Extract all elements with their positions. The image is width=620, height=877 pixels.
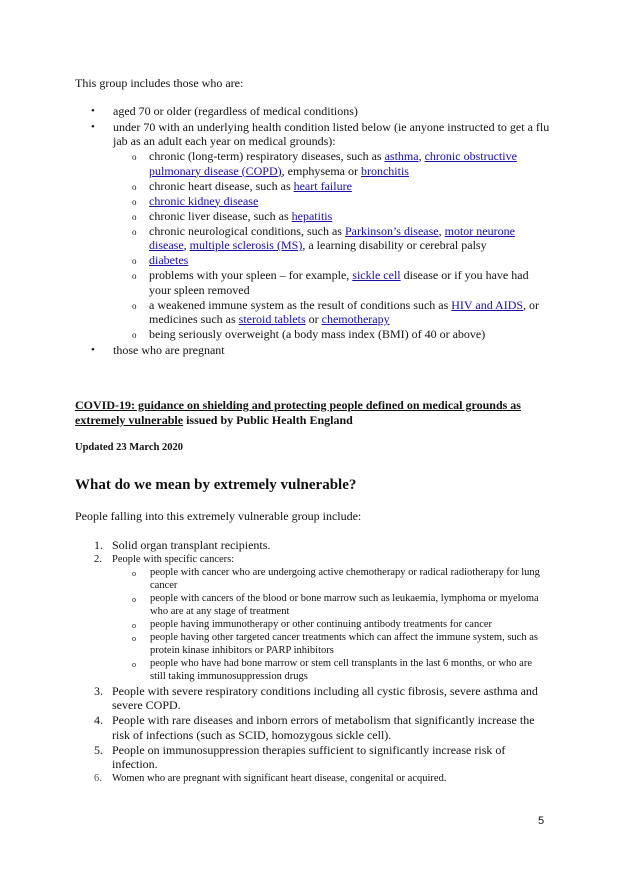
ms-link[interactable]: multiple sclerosis (MS) xyxy=(189,238,303,252)
kidney-disease-link[interactable]: chronic kidney disease xyxy=(149,193,259,208)
list-item: • those who are pregnant xyxy=(75,343,550,358)
lead-text: People falling into this extremely vulnerable group include: xyxy=(75,509,362,523)
list-item: 3. People with severe respiratory conditions including all cystic fibrosis, severe asthma and severe COPD. xyxy=(94,683,538,712)
list-item: 4. People with rare diseases and inborn errors of metabolism that significantly increase the risk of infections (such as SCID, homozygous sickle cell). xyxy=(94,713,535,742)
chemotherapy-link[interactable]: chemotherapy xyxy=(321,312,390,326)
list-item: o people having immunotherapy or other continuing antibody treatments for cancer xyxy=(112,618,550,631)
list-item xyxy=(113,194,550,209)
eligibility-list xyxy=(75,104,550,358)
list-item: o being seriously overweight (a body mass index (BMI) of 40 or above) xyxy=(113,327,550,342)
heart-failure-link[interactable]: heart failure xyxy=(293,178,352,193)
bronchitis-link[interactable]: bronchitis xyxy=(360,163,409,178)
intro-text: This group includes those who are: xyxy=(75,76,244,90)
condition-sublist xyxy=(113,149,550,342)
section-title: What do we mean by extremely vulnerable? xyxy=(75,477,357,493)
list-item: • aged 70 or older (regardless of medical conditions) xyxy=(75,104,550,119)
list-item: o people with cancers of the blood or bone marrow such as leukaemia, lymphoma or myeloma who are at any stage of treatment xyxy=(112,592,550,618)
list-item xyxy=(113,253,550,268)
list-item: o chronic heart disease, such as heart failure xyxy=(113,179,550,194)
list-item: 6. Women who are pregnant with significant heart disease, congenital or acquired. xyxy=(94,773,447,784)
hiv-aids-link[interactable]: HIV and AIDS xyxy=(451,297,524,312)
list-item: o a weakened immune system as the result of conditions such as HIV and AIDS, or medicines such as steroid tablets or chemotherapy xyxy=(113,298,550,327)
list-item: o people with cancer who are undergoing active chemotherapy or radical radiotherapy for lung cancer xyxy=(112,566,550,592)
list-item: o chronic neurological conditions, such as Parkinson’s disease, motor neurone disease, multiple sclerosis (MS), a learning disability or cerebral palsy xyxy=(113,224,550,253)
page-number: 5 xyxy=(538,815,545,827)
diabetes-link[interactable]: diabetes xyxy=(149,253,189,267)
hepatitis-link[interactable]: hepatitis xyxy=(291,208,333,223)
list-item: • under 70 with an underlying health condition listed below (ie anyone instructed to get a flu jab as an adult each year on medical grounds): o chronic (long-term) respiratory diseases, such as asthma, chronic obstructive pulmonary disease (COPD), emphysema or bronchitis o chronic heart disease, such as heart failure o chronic kidney disease o chronic liver disease, such as hepatitis o chronic neurological conditions, such as Parkinson’s disease, motor neurone disease, multiple sclerosis (MS), a learning disability or cerebral palsy o diabetes o problems with your spleen – for example, sickle cell disease or if you have had your spleen removed o a weakened immune system as the result of conditions such as HIV and AIDS, or medicines such as steroid tablets or chemotherapy o being seriously overweight (a body mass index (BMI) of 40 or above) xyxy=(75,120,550,342)
list-item: o people having other targeted cancer treatments which can affect the immune system, such as protein kinase inhibitors or PARP inhibitors xyxy=(112,631,550,657)
list-item: o chronic (long-term) respiratory diseases, such as asthma, chronic obstructive pulmonary disease (COPD), emphysema or bronchitis xyxy=(113,149,550,178)
list-item: 2. People with specific cancers: o people with cancer who are undergoing active chemotherapy or radical radiotherapy for lung cancer o people with cancers of the blood or bone marrow such as leukaemia, lymphoma or myeloma who are at any stage of treatment o people having immunotherapy or other continuing antibody treatments for cancer o people having other targeted cancer treatments which can affect the immune system, such as protein kinase inhibitors or PARP inhibitors o people who have had bone marrow or stem cell transplants in the last 6 months, or who are still taking immunosuppression drugs xyxy=(75,553,550,683)
list-item: 5. People on immunosuppression therapies sufficient to significantly increase risk of infection. xyxy=(94,742,506,771)
copd-link[interactable]: chronic obstructive pulmonary disease (COPD) xyxy=(149,149,517,178)
list-item: o people who have had bone marrow or stem cell transplants in the last 6 months, or who are still taking immunosuppression drugs xyxy=(112,657,550,683)
motor-neurone-link[interactable]: motor neurone disease xyxy=(149,223,515,252)
guidance-heading: COVID-19: guidance on shielding and protecting people defined on medical grounds as extremely vulnerable issued by Public Health England xyxy=(75,398,521,427)
list-item: o problems with your spleen – for example, sickle cell disease or if you have had your spleen removed xyxy=(113,268,550,297)
asthma-link[interactable]: asthma xyxy=(384,149,419,163)
vulnerable-list xyxy=(75,538,550,786)
cancer-sublist xyxy=(112,566,550,683)
updated-date: Updated 23 March 2020 xyxy=(75,442,184,453)
parkinsons-link[interactable]: Parkinson’s disease xyxy=(344,223,439,238)
list-item: 1. Solid organ transplant recipients. xyxy=(94,538,271,552)
sickle-cell-link[interactable]: sickle cell xyxy=(352,268,401,282)
list-item: o chronic liver disease, such as hepatitis xyxy=(113,209,550,224)
steroid-tablets-link[interactable]: steroid tablets xyxy=(238,312,306,326)
